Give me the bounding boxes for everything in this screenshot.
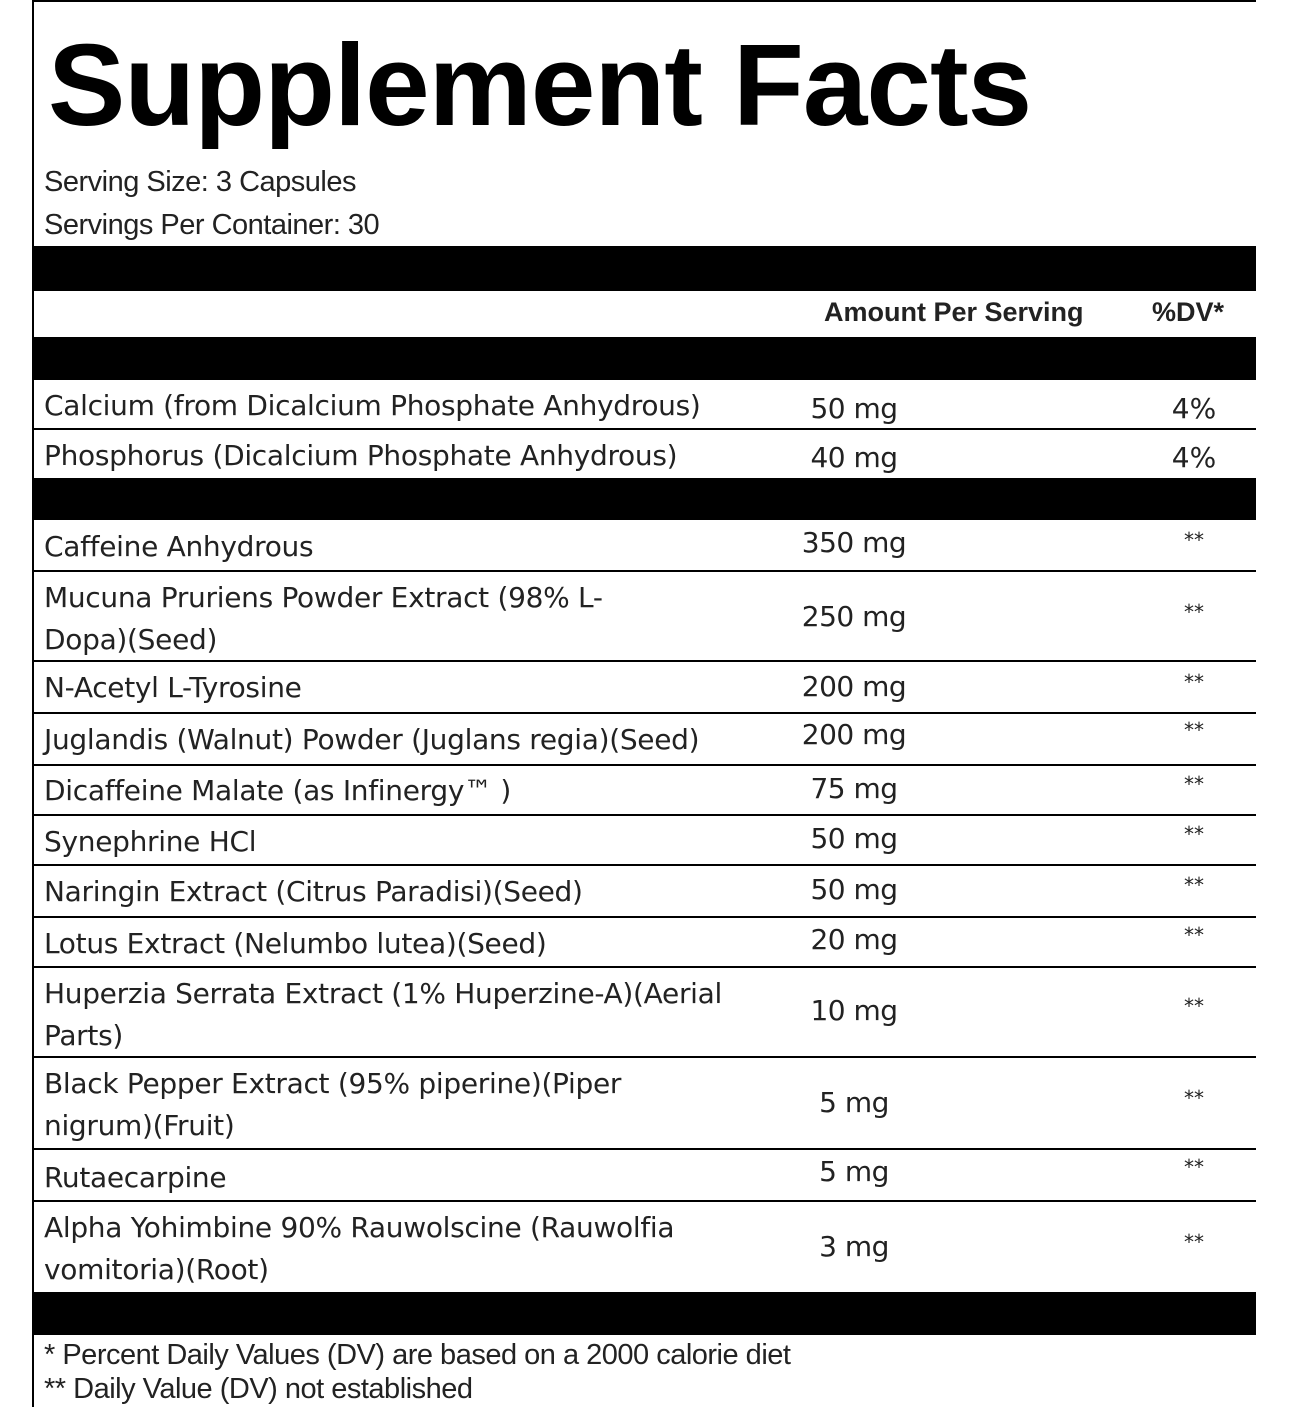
ingredient-amount: 200 mg: [801, 718, 907, 751]
ingredient-dv: 4%: [1171, 392, 1217, 425]
ingredient-dv: **: [1184, 873, 1204, 897]
table-row: [34, 714, 1256, 766]
ingredient-dv: **: [1184, 528, 1204, 552]
table-row: [34, 572, 1256, 662]
ingredient-dv: **: [1184, 718, 1204, 742]
ingredient-dv: **: [1184, 994, 1204, 1018]
ingredient-amount: 350 mg: [801, 526, 907, 559]
ingredient-name: Caffeine Anhydrous: [44, 530, 314, 563]
ingredient-dv: **: [1184, 772, 1204, 796]
ingredient-dv: **: [1184, 923, 1204, 947]
table-row: [34, 520, 1256, 572]
ingredient-amount: 50 mg: [810, 822, 898, 855]
thick-divider-bottom: [34, 1292, 1256, 1335]
ingredient-dv: **: [1184, 1155, 1204, 1179]
ingredient-name: Lotus Extract (Nelumbo lutea)(Seed): [44, 927, 547, 960]
daily-value-header: %DV*: [1152, 297, 1225, 327]
thick-divider-minerals: [34, 478, 1256, 520]
ingredient-amount: 50 mg: [810, 392, 898, 425]
ingredient-name: Synephrine HCl: [44, 825, 257, 858]
ingredient-amount: 10 mg: [810, 994, 898, 1027]
table-row: [34, 766, 1256, 816]
ingredient-dv: **: [1184, 1230, 1204, 1254]
ingredient-amount: 5 mg: [819, 1086, 889, 1119]
table-row: [34, 1202, 1256, 1292]
ingredient-dv: **: [1184, 670, 1204, 694]
thick-divider-top: [34, 246, 1256, 291]
ingredient-amount: 40 mg: [810, 441, 898, 474]
table-row: [34, 1058, 1256, 1150]
ingredient-dv: **: [1184, 1086, 1204, 1110]
ingredient-name: Mucuna Pruriens Powder Extract (98% L-Dopa)(Seed): [44, 581, 603, 656]
servings-per-container: Servings Per Container: 30: [44, 209, 380, 241]
footnote-not-established: ** Daily Value (DV) not established: [44, 1373, 473, 1405]
table-row: [34, 380, 1256, 430]
supplement-facts-panel: [32, 0, 1256, 1407]
ingredient-amount: 200 mg: [801, 670, 907, 703]
footnote-dv: * Percent Daily Values (DV) are based on a 2000 calorie diet: [44, 1339, 791, 1371]
ingredient-dv: 4%: [1171, 441, 1217, 474]
ingredient-name: Huperzia Serrata Extract (1% Huperzine-A)(Aerial Parts): [44, 977, 722, 1052]
ingredient-name: Rutaecarpine: [44, 1161, 227, 1194]
ingredient-name: Calcium (from Dicalcium Phosphate Anhydrous): [44, 389, 701, 422]
ingredient-name: N-Acetyl L-Tyrosine: [44, 671, 302, 704]
table-row: [34, 430, 1256, 478]
ingredient-name: Naringin Extract (Citrus Paradisi)(Seed): [44, 875, 583, 908]
ingredient-amount: 5 mg: [819, 1155, 889, 1188]
amount-per-serving-header: Amount Per Serving: [824, 297, 1084, 327]
panel-title: Supplement Facts: [48, 20, 1032, 150]
ingredient-name: Black Pepper Extract (95% piperine)(Piper nigrum)(Fruit): [44, 1067, 622, 1142]
table-row: [34, 1150, 1256, 1202]
ingredient-name: Juglandis (Walnut) Powder (Juglans regia)(Seed): [44, 723, 700, 756]
table-row: [34, 866, 1256, 918]
table-row: [34, 816, 1256, 866]
table-row: [34, 662, 1256, 714]
ingredient-dv: **: [1184, 600, 1204, 624]
serving-size: Serving Size: 3 Capsules: [44, 166, 356, 198]
ingredient-amount: 75 mg: [810, 772, 898, 805]
ingredient-amount: 50 mg: [810, 873, 898, 906]
column-header-row: [34, 291, 1256, 337]
thick-divider-header: [34, 337, 1256, 380]
ingredient-name: Dicaffeine Malate (as Infinergy™ ): [44, 774, 512, 807]
ingredient-name: Alpha Yohimbine 90% Rauwolscine (Rauwolfia vomitoria)(Root): [44, 1211, 675, 1286]
table-row: [34, 968, 1256, 1058]
ingredient-dv: **: [1184, 822, 1204, 846]
ingredient-amount: 3 mg: [819, 1230, 889, 1263]
ingredient-name: Phosphorus (Dicalcium Phosphate Anhydrous): [44, 439, 678, 472]
ingredient-amount: 20 mg: [810, 923, 898, 956]
table-row: [34, 918, 1256, 968]
ingredient-amount: 250 mg: [801, 600, 907, 633]
